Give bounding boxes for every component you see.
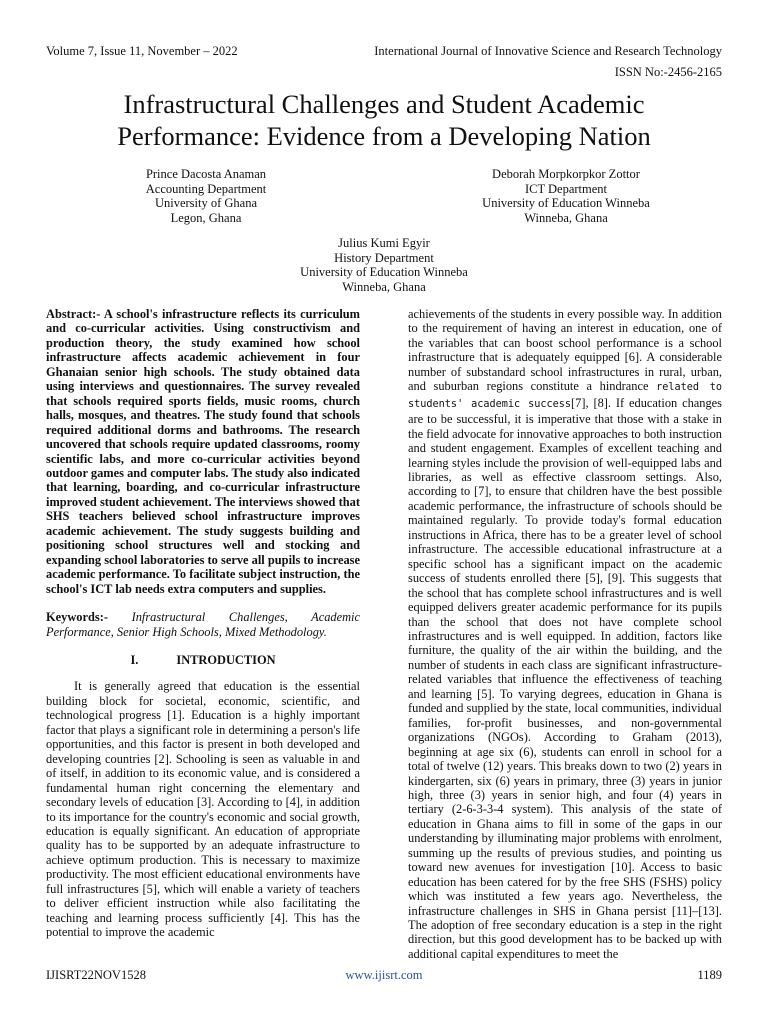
paper-title (40, 88, 728, 152)
author-block-2 (436, 167, 696, 225)
author-loc: Winneba, Ghana (524, 210, 608, 225)
footer-website-link[interactable]: www.ijisrt.com (345, 968, 423, 982)
author-univ: University of Ghana (154, 196, 258, 210)
title-line-1: Infrastructural Challenges and Student Academic (123, 89, 645, 119)
author-name: Deborah Morpkorpkor Zottor (492, 167, 640, 181)
footer-page-number: 1189 (697, 968, 722, 982)
author-univ: University of Education Winneba (300, 265, 468, 279)
intro-cont-mono: related to students' academic success (408, 382, 722, 410)
author-dept: Accounting Department (145, 181, 267, 196)
intro-cont-part-2: [7], [8]. If education changes are to be successful, it is imperative that those with a stake in the field advocate for innovative approaches to both instruction and student engagement. Examples of excellent teaching and learning styles include the provision of well-equipped labs and libraries, as well as effective classroom settings. Also, according to [7], to ensure that children have the best possible academic performance, the infrastructure of schools should be maintained regularly. To provide today's formal education instructions in Africa, there has to be a greater level of school infrastructure. The accessible educational infrastructure at a specific school has a significant impact on the academic success of students enrolled there [5], [9]. This suggests that the school that has complete school infrastructures and is well equipped delivers greater academic performance for its pupils than the school that does not have complete school infrastructures and is well equipped. In addition, factors like furniture, the quality of the air within the building, and the number of students in each class are significant infrastructure-related variables that influence the effectiveness of teaching and learning [5]. To varying degrees, education in Ghana is funded and supplied by the state, local communities, individual families, for-profit businesses, and non-governmental organizations (NGOs). According to Graham (2013), beginning at age six (6), students can enroll in school for a total of twelve (12) years. This breaks down to two (2) years in kindergarten, six (6) years in primary, three (3) years in junior high, three (3) years in senior high, and four (4) years in tertiary (2-6-3-3-4 system). This analysis of the state of education in Ghana aims to fill in some of the gaps in our understanding by illuminating major problems with enrolment, summing up the results of previous studies, and pointing us toward new avenues for investigation [10]. Access to basic education has been catered for by the free SHS (FSHS) policy which was instituted a few years ago. Nevertheless, the infrastructure challenges in SHS in Ghana persist [11]–[13]. The adoption of free secondary education is a step in the right direction, but this good development has to be backed up with additional capital expenditures to meet the (408, 395, 722, 961)
keywords-label: Keywords:- (46, 610, 108, 625)
author-block-1 (76, 167, 336, 225)
author-block-3 (254, 236, 514, 294)
intro-cont-part-1: achievements of the students in every possible way. In addition to the requirement of having an interest in education, one of the variables that can boost school performance is a school infrastructure that is adequately equipped [6]. A considerable number of substandard school infrastructures in rural, urban, and suburban regions constitute a hindrance (408, 307, 722, 394)
keywords-text: Infrastructural Challenges, Academic Performance, Senior High Schools, Mixed Methodology. (46, 610, 360, 639)
abstract: Abstract:- A school's infrastructure reflects its curriculum and co-curricular activities. Using constructivism and production theory, the study examined how school infrastructure affects academic achievement in four Ghanaian senior high schools. The study obtained data using interviews and questionnaires. The survey revealed that schools required sports fields, music rooms, church halls, mosques, and theatres. The study found that schools required additional dorms and bathrooms. The research uncovered that schools require updated classrooms, roomy scientific labs, and more co-curricular activities beyond outdoor games and computer labs. The study also indicated that learning, boarding, and co-curricular infrastructure improved student achievement. The interviews showed that SHS teachers believed school infrastructure improves academic achievement. The study suggests building and positioning school structures well and stocking and expanding school laboratories to serve all pupils to increase academic performance. To facilitate subject instruction, the school's ICT lab needs extra computers and supplies. (46, 307, 360, 596)
author-name: Prince Dacosta Anaman (145, 167, 267, 181)
intro-continued (408, 307, 722, 961)
author-loc: Winneba, Ghana (342, 279, 426, 294)
intro-paragraph: It is generally agreed that education is the essential building block for societal, economic, scientific, and technological progress [1]. Education is a highly important factor that plays a significant role in determining a person's life opportunities, and this factor is present in both developed and developing countries [2]. Schooling is seen as valuable in and of itself, in addition to its economic value, and is considered a fundamental human right concerning the elementary and secondary levels of education [3]. According to [4], in addition to its importance for the country's economic and social growth, education is equally significant. An education of appropriate quality has to be supported by an adequate infrastructure to achieve optimum production. This is necessary to maximize productivity. The most efficient educational environments have full infrastructures [5], which will enable a variety of teachers to deliver efficient instruction while also facilitating the teaching and learning process sufficiently [4]. This has the potential to improve the academic (46, 679, 360, 940)
author-dept: History Department (334, 250, 434, 265)
header-issn: ISSN No:-2456-2165 (614, 65, 722, 79)
author-dept: ICT Department (524, 181, 608, 196)
author-univ: University of Education Winneba (482, 196, 650, 210)
title-line-2: Performance: Evidence from a Developing Nation (117, 121, 651, 151)
section-number: I. (130, 652, 139, 667)
header-journal: International Journal of Innovative Science and Research Technology (374, 44, 722, 58)
section-heading (46, 653, 360, 667)
author-name: Julius Kumi Egyir (338, 236, 430, 250)
author-loc: Legon, Ghana (170, 210, 242, 225)
section-title: INTRODUCTION (176, 652, 276, 667)
header-volume: Volume 7, Issue 11, November – 2022 (46, 44, 238, 58)
keywords (46, 610, 360, 639)
footer-paper-id: IJISRT22NOV1528 (46, 968, 146, 982)
right-column (408, 307, 722, 961)
left-column (46, 307, 360, 940)
